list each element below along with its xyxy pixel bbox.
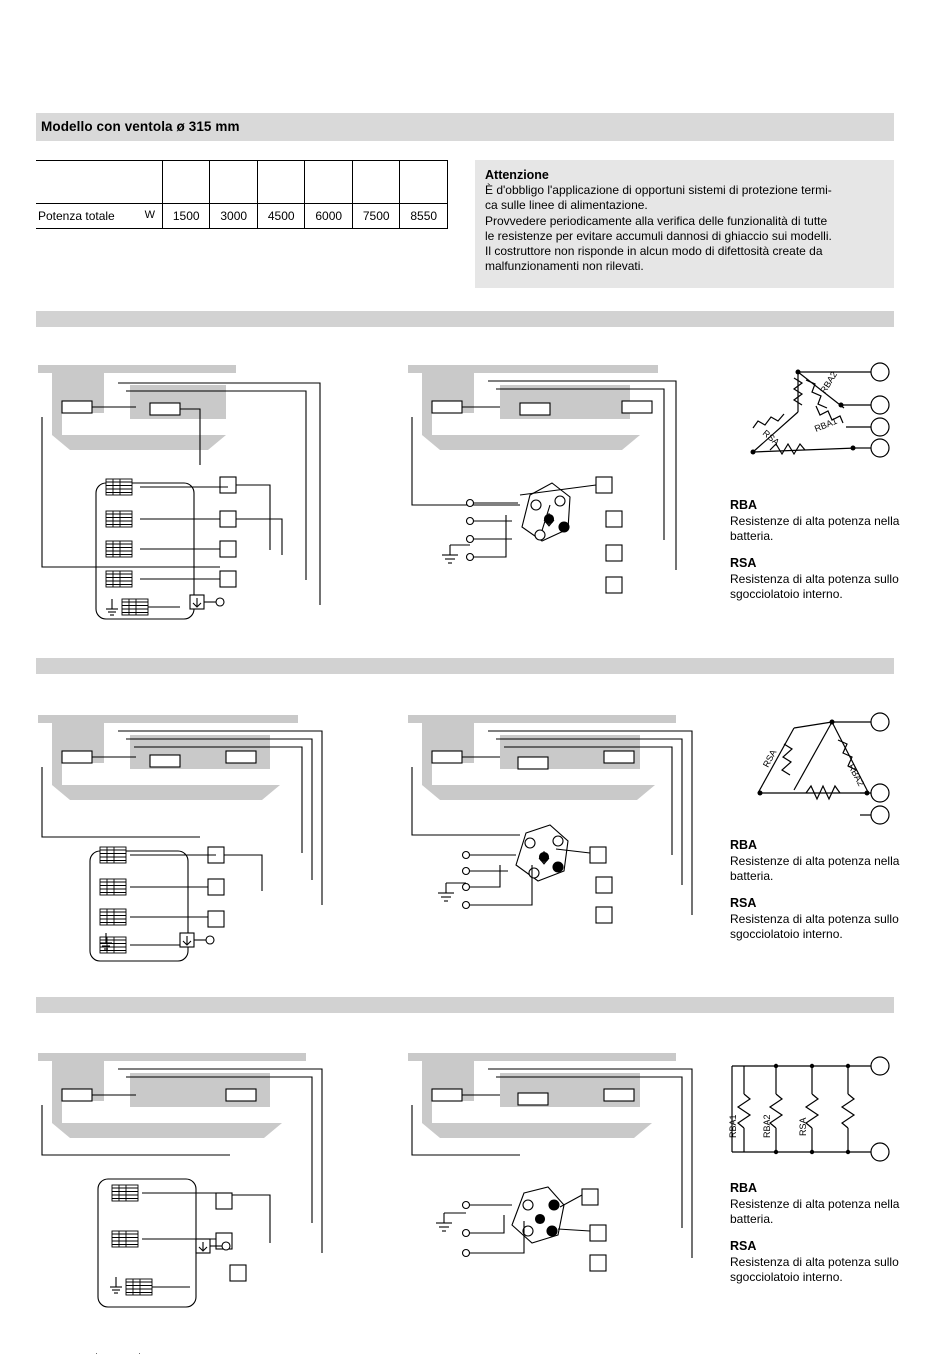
section-title-bar [36,113,894,141]
schematic-3 [714,1048,909,1173]
wiring-diagram-1-center [400,355,700,615]
legend-rsa-title: RSA [730,1239,757,1253]
legend-3 [730,1181,906,1285]
attention-box [475,160,894,288]
wiring-diagram-2-left [30,705,390,970]
ground-symbol [436,1213,466,1231]
ground-symbol [442,545,470,563]
schematic-label: RSA [760,427,782,448]
table-row [36,204,448,229]
legend-rba-title: RBA [730,838,758,852]
table-cell-blank [162,161,210,204]
table-cell-row-label [36,204,162,229]
legend-1 [730,498,906,602]
section-separator-1 [36,311,894,327]
legend-2 [730,838,906,942]
schematic-label: RBA2 [846,762,867,788]
ground-symbol [438,883,466,901]
wiring-diagram-1-left [30,355,390,640]
page-footer-marks: ·· [95,1348,181,1358]
table-cell-blank [210,161,258,204]
attention-line: ca sulle linee di alimentazione. [485,198,648,213]
schematic-label: RBA2 [762,1114,772,1138]
schematic-label: RBA2 [818,369,840,396]
table-cell-blank [400,161,448,204]
wiring-diagram-3-left [30,1043,390,1313]
legend-rsa-text: Resistenza di alta potenza sullo sgocciolatoio interno. [730,572,899,601]
legend-rba-text: Resistenze di alta potenza nella batteria. [730,514,900,543]
attention-line: Provvedere periodicamente alla verifica delle funzionalità di tutte [485,213,828,228]
table-cell-value: 3000 [210,204,258,229]
wiring-diagram-2-center [400,705,700,965]
table-cell-blank [36,161,162,204]
table-cell-value: 7500 [352,204,400,229]
attention-line: le resistenze per evitare accumuli dannosi di ghiaccio sui modelli. [485,228,832,243]
legend-rba-title: RBA [730,1181,758,1195]
table-cell-value: 8550 [400,204,448,229]
table-cell-value: 4500 [257,204,305,229]
legend-rba-text: Resistenze di alta potenza nella batteria. [730,1197,900,1226]
schematic-1 [728,360,908,490]
section-separator-3 [36,997,894,1013]
legend-rba-title: RBA [730,498,758,512]
ground-symbol [106,599,118,615]
wiring-diagram-3-center [400,1043,700,1308]
row-unit-text: W [144,209,155,221]
row-label-text: Potenza totale [38,209,115,223]
section-separator-2 [36,658,894,674]
table-cell-blank [305,161,353,204]
schematic-2 [728,710,908,830]
schematic-label: RSA [760,747,779,769]
legend-rsa-text: Resistenza di alta potenza sullo sgocciolatoio interno. [730,1255,899,1284]
legend-rsa-text: Resistenza di alta potenza sullo sgocciolatoio interno. [730,912,899,941]
legend-rba-text: Resistenze di alta potenza nella batteria. [730,854,900,883]
schematic-label: RBA1 [813,415,839,434]
attention-line: malfunzionamenti non rilevati. [485,259,644,274]
table-row-header [36,161,448,204]
attention-title: Attenzione [485,168,549,182]
attention-line: Il costruttore non risponde in alcun modo di difettosità create da [485,244,823,259]
legend-rsa-title: RSA [730,556,757,570]
legend-rsa-title: RSA [730,896,757,910]
table-cell-blank [352,161,400,204]
schematic-label: RBA1 [728,1114,738,1138]
schematic-label: RSA [798,1117,808,1136]
power-table [36,160,448,229]
table-cell-blank [257,161,305,204]
page-title: Modello con ventola ø 315 mm [41,119,240,134]
table-cell-value: 6000 [305,204,353,229]
ground-symbol [110,1277,122,1293]
attention-line: È d'obbligo l'applicazione di opportuni sistemi di protezione termi- [485,183,832,197]
table-cell-value: 1500 [162,204,210,229]
